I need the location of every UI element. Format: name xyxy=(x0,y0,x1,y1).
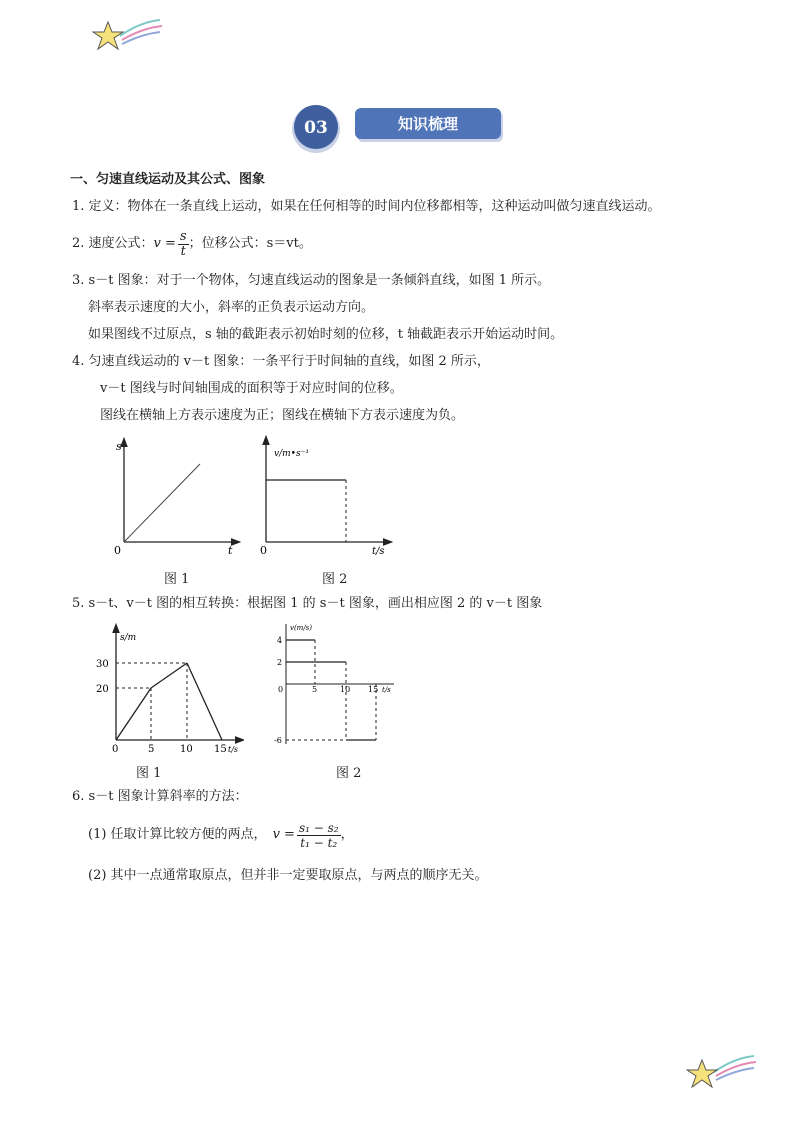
item-4: 4. 匀速直线运动的 v－t 图象：一条平行于时间轴的直线，如图 2 所示， xyxy=(72,354,490,369)
xtick-10: 10 xyxy=(340,685,351,694)
item-4-line-3: 图线在横轴上方表示速度为正；图线在横轴下方表示速度为负。 xyxy=(100,408,465,423)
figure-1-st-graph xyxy=(108,432,248,562)
figure-4-vt-piecewise xyxy=(272,618,398,752)
xtick-10: 10 xyxy=(180,744,193,754)
figure-4-caption: 图 2 xyxy=(336,766,362,781)
item-1: 1. 定义：物体在一条直线上运动，如果在任何相等的时间内位移都相等，这种运动叫做匀速直线运动。 xyxy=(72,199,661,214)
section-heading: 一、匀速直线运动及其公式、图象 xyxy=(70,172,266,187)
item-3-line-2: 斜率表示速度的大小，斜率的正负表示运动方向。 xyxy=(88,300,375,315)
section-number-badge xyxy=(290,102,342,154)
star-decoration-icon xyxy=(92,14,164,58)
item-6-2: (2) 其中一点通常取原点，但并非一定要取原点，与两点的顺序无关。 xyxy=(88,868,488,883)
item-6-1-suffix: ， xyxy=(340,827,354,842)
fraction-numerator: s xyxy=(179,228,187,244)
ytick-4: 4 xyxy=(277,636,283,645)
slope-fraction xyxy=(297,821,341,850)
figure-1-caption: 图 1 xyxy=(164,572,190,587)
fraction-numerator: s₁ − s₂ xyxy=(298,820,339,835)
section-number: 03 xyxy=(304,118,328,138)
item-4-line-2: v－t 图线与时间轴围成的面积等于对应时间的位移。 xyxy=(100,381,403,396)
fraction-denominator: t xyxy=(180,243,186,259)
figure-2-vt-graph xyxy=(252,432,402,562)
item-2-prefix: 2. 速度公式： xyxy=(72,236,154,251)
xtick-5: 5 xyxy=(312,685,318,694)
y-axis-label: s xyxy=(116,440,122,453)
xtick-5: 5 xyxy=(148,744,155,754)
ytick-30: 30 xyxy=(96,659,109,670)
item-6-1 xyxy=(88,816,354,854)
figure-3-st-piecewise xyxy=(96,620,244,754)
item-6-1-prefix: (1) 任取计算比较方便的两点， xyxy=(88,827,267,842)
star-decoration-icon xyxy=(686,1050,758,1096)
velocity-fraction xyxy=(178,230,189,259)
item-2-suffix: ；位移公式：s＝vt。 xyxy=(188,236,312,251)
origin-label: 0 xyxy=(114,544,121,557)
y-axis-label: v(m/s) xyxy=(290,624,313,632)
item-2 xyxy=(72,228,312,260)
ytick-20: 20 xyxy=(96,684,109,695)
section-title: 知识梳理 xyxy=(397,115,459,133)
item-3-line-3: 如果图线不过原点，s 轴的截距表示初始时刻的位移，t 轴截距表示开始运动时间。 xyxy=(88,327,564,342)
ytick-2: 2 xyxy=(277,658,283,667)
segment-3 xyxy=(187,663,222,740)
y-axis-label: s/m xyxy=(120,633,137,643)
item-2-v: v = xyxy=(153,236,176,251)
item-6-1-v: v = xyxy=(272,827,295,842)
xtick-15: 15 xyxy=(214,744,227,754)
x-axis-label: t/s xyxy=(372,546,385,557)
origin-label: 0 xyxy=(278,685,284,694)
x-axis-label: t/s xyxy=(382,686,391,694)
y-axis-label: v/m•s⁻¹ xyxy=(274,449,309,459)
item-3: 3. s－t 图象：对于一个物体，匀速直线运动的图象是一条倾斜直线，如图 1 所示。 xyxy=(72,273,551,288)
segment-2 xyxy=(151,663,187,688)
item-5: 5. s－t、v－t 图的相互转换：根据图 1 的 s－t 图象，画出相应图 2 的 v－t 图象 xyxy=(72,596,543,611)
item-6: 6. s－t 图象计算斜率的方法： xyxy=(72,789,248,804)
x-axis-label: t xyxy=(228,544,233,557)
figure-2-caption: 图 2 xyxy=(322,572,348,587)
ytick-neg6: -6 xyxy=(274,736,282,745)
origin-label: 0 xyxy=(112,744,119,754)
xtick-15: 15 xyxy=(368,685,379,694)
figure-3-caption: 图 1 xyxy=(136,766,162,781)
segment-1 xyxy=(116,688,151,740)
section-title-banner xyxy=(355,108,505,143)
origin-label: 0 xyxy=(260,544,267,557)
fraction-denominator: t₁ − t₂ xyxy=(300,835,338,850)
x-axis-label: t/s xyxy=(228,745,239,754)
st-line xyxy=(124,464,200,542)
